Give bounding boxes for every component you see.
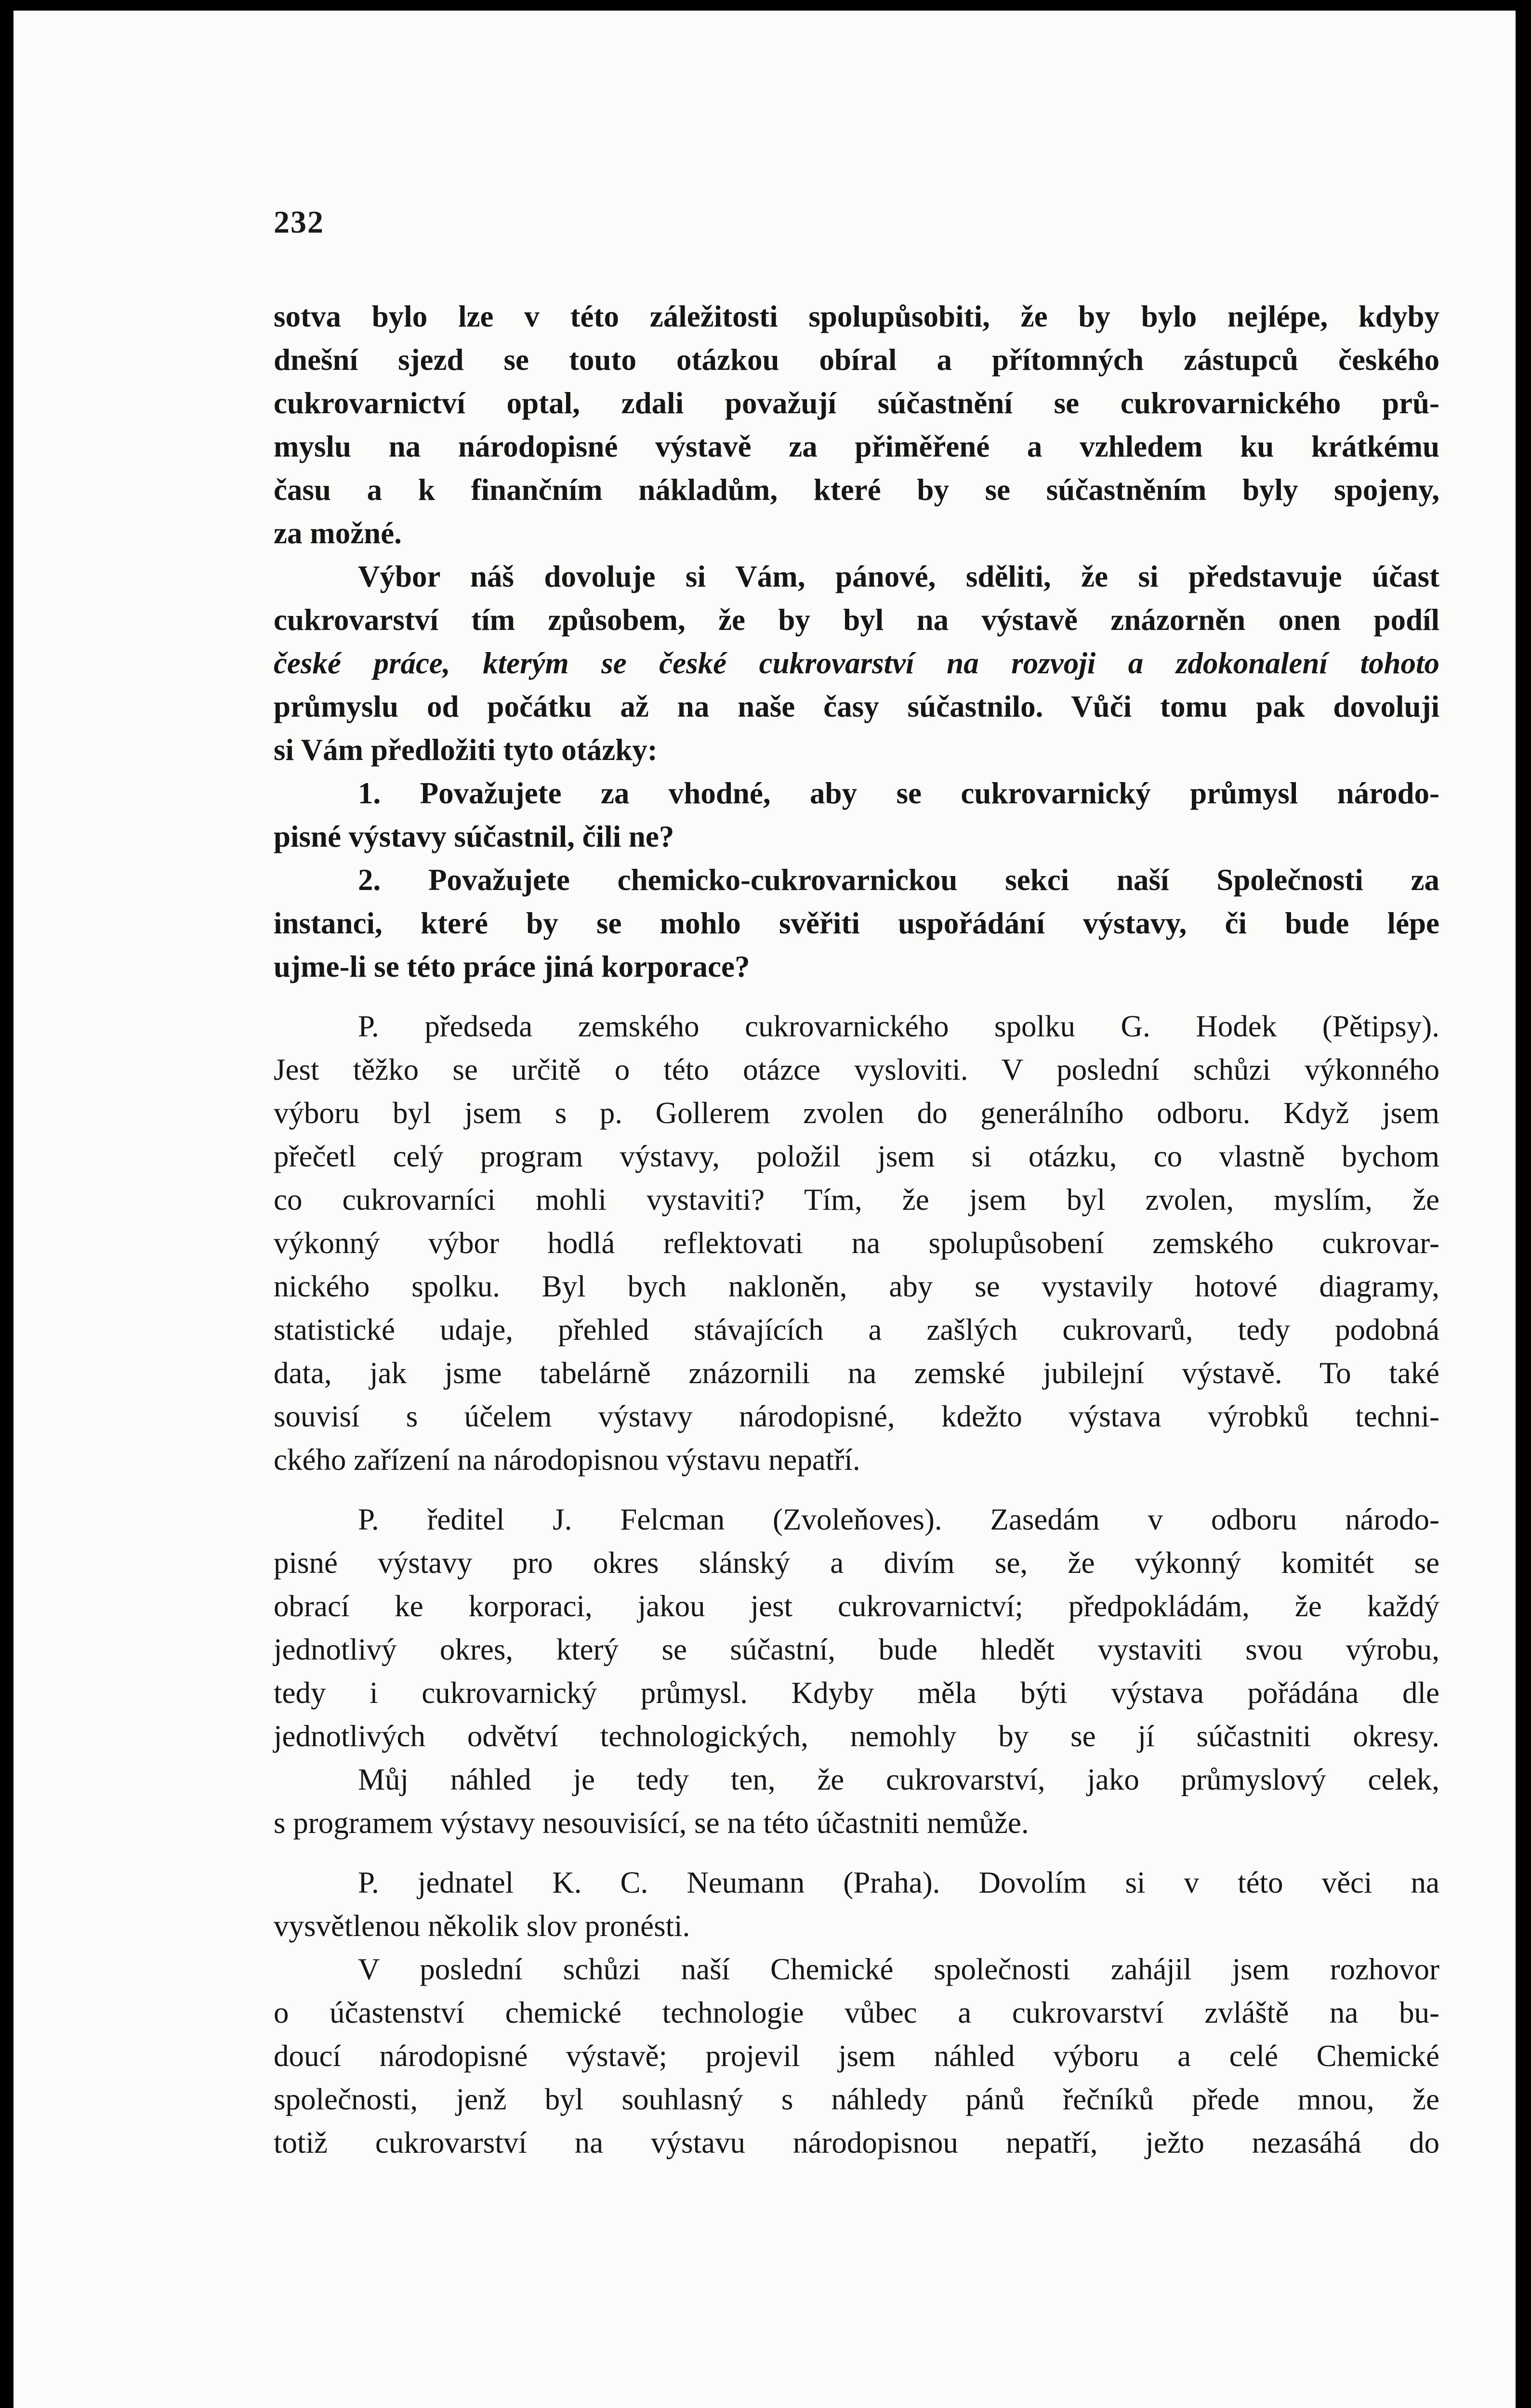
text-line: přečetl celý program výstavy, položil jsem si otázku, co vlastně bychom	[274, 1139, 1439, 1173]
text-line: P. jednatel K. C. Neumann (Praha). Dovolím si v této věci na	[358, 1866, 1439, 1899]
text-line: průmyslu od počátku až na naše časy súčastnilo. Vůči tomu pak dovoluji	[274, 690, 1439, 723]
text-line: si Vám předložiti tyto otázky:	[274, 733, 658, 767]
text-line: statistické udaje, přehled stávajících a zašlých cukrovarů, tedy podobná	[274, 1313, 1439, 1347]
text-line: za možné.	[274, 516, 402, 550]
text-line: doucí národopisné výstavě; projevil jsem náhled výboru a celé Chemické	[274, 2039, 1439, 2073]
text-line: jednotlivých odvětví technologických, nemohly by se jí súčastniti okresy.	[274, 1719, 1439, 1753]
page-number: 232	[274, 205, 324, 240]
text-line: 1. Považujete za vhodné, aby se cukrovarnický průmysl národo-	[358, 776, 1439, 810]
text-line: obrací ke korporaci, jakou jest cukrovarnictví; předpokládám, že každý	[274, 1589, 1439, 1623]
text-line: s programem výstavy nesouvisící, se na této účastniti nemůže.	[274, 1806, 1029, 1840]
paragraph-gap	[274, 988, 1439, 1005]
paragraph-gap	[274, 1481, 1439, 1498]
text-line: času a k finančním nákladům, které by se súčastněním byly spojeny,	[274, 473, 1439, 507]
text-line: co cukrovarníci mohli vystaviti? Tím, že jsem byl zvolen, myslím, že	[274, 1183, 1439, 1217]
text-line: totiž cukrovarství na výstavu národopisnou nepatří, ježto nezasáhá do	[274, 2126, 1439, 2159]
text-line: vysvětlenou několik slov pronésti.	[274, 1909, 690, 1943]
text-line: souvisí s účelem výstavy národopisné, kdežto výstava výrobků techni-	[274, 1400, 1439, 1433]
text-line: Jest těžko se určitě o této otázce vysloviti. V poslední schůzi výkonného	[274, 1053, 1439, 1086]
text-line: 2. Považujete chemicko-cukrovarnickou sekci naší Společnosti za	[358, 863, 1439, 897]
text-line: Můj náhled je tedy ten, že cukrovarství, jako průmyslový celek,	[358, 1763, 1439, 1796]
text-line: dnešní sjezd se touto otázkou obíral a přítomných zástupců českého	[274, 343, 1439, 377]
text-line: instanci, které by se mohlo svěřiti uspořádání výstavy, či bude lépe	[274, 906, 1439, 940]
text-line: pisné výstavy pro okres slánský a divím se, že výkonný komitét se	[274, 1546, 1439, 1580]
text-line: české práce, kterým se české cukrovarství na rozvoji a zdokonalení tohoto	[274, 646, 1439, 680]
paragraph-gap	[274, 1845, 1439, 1861]
text-line: pisné výstavy súčastnil, čili ne?	[274, 820, 674, 853]
text-line: myslu na národopisné výstavě za přiměřené a vzhledem ku krátkému	[274, 430, 1439, 463]
text-line: jednotlivý okres, který se súčastní, bude hledět vystaviti svou výrobu,	[274, 1633, 1439, 1666]
text-line: společnosti, jenž byl souhlasný s náhledy pánů řečníků přede mnou, že	[274, 2082, 1439, 2116]
text-line: výboru byl jsem s p. Gollerem zvolen do generálního odboru. Když jsem	[274, 1096, 1439, 1130]
text-line: sotva bylo lze v této záležitosti spolupůsobiti, že by bylo nejlépe, kdyby	[274, 300, 1439, 333]
text-line: ujme-li se této práce jiná korporace?	[274, 950, 750, 983]
text-line: data, jak jsme tabelárně znázornili na zemské jubilejní výstavě. To také	[274, 1356, 1439, 1390]
text-line: tedy i cukrovarnický průmysl. Kdyby měla býti výstava pořádána dle	[274, 1676, 1439, 1710]
text-line: V poslední schůzi naší Chemické společnosti zahájil jsem rozhovor	[358, 1952, 1439, 1986]
text-line: P. předseda zemského cukrovarnického spolku G. Hodek (Pětipsy).	[358, 1009, 1439, 1043]
text-line: ckého zařízení na národopisnou výstavu nepatří.	[274, 1443, 860, 1477]
text-line: Výbor náš dovoluje si Vám, pánové, sděliti, že si představuje účast	[358, 560, 1439, 593]
text-line: výkonný výbor hodlá reflektovati na spolupůsobení zemského cukrovar-	[274, 1226, 1439, 1260]
text-line: o účastenství chemické technologie vůbec a cukrovarství zvláště na bu-	[274, 1996, 1439, 2029]
book-page	[13, 11, 1516, 2408]
text-line: nického spolku. Byl bych nakloněn, aby se vystavily hotové diagramy,	[274, 1269, 1439, 1303]
text-line: cukrovarství tím způsobem, že by byl na výstavě znázorněn onen podíl	[274, 603, 1439, 637]
text-line: cukrovarnictví optal, zdali považují súčastnění se cukrovarnického prů-	[274, 386, 1439, 420]
body-text	[274, 295, 1439, 2164]
text-line: P. ředitel J. Felcman (Zvoleňoves). Zasedám v odboru národo-	[358, 1503, 1439, 1536]
